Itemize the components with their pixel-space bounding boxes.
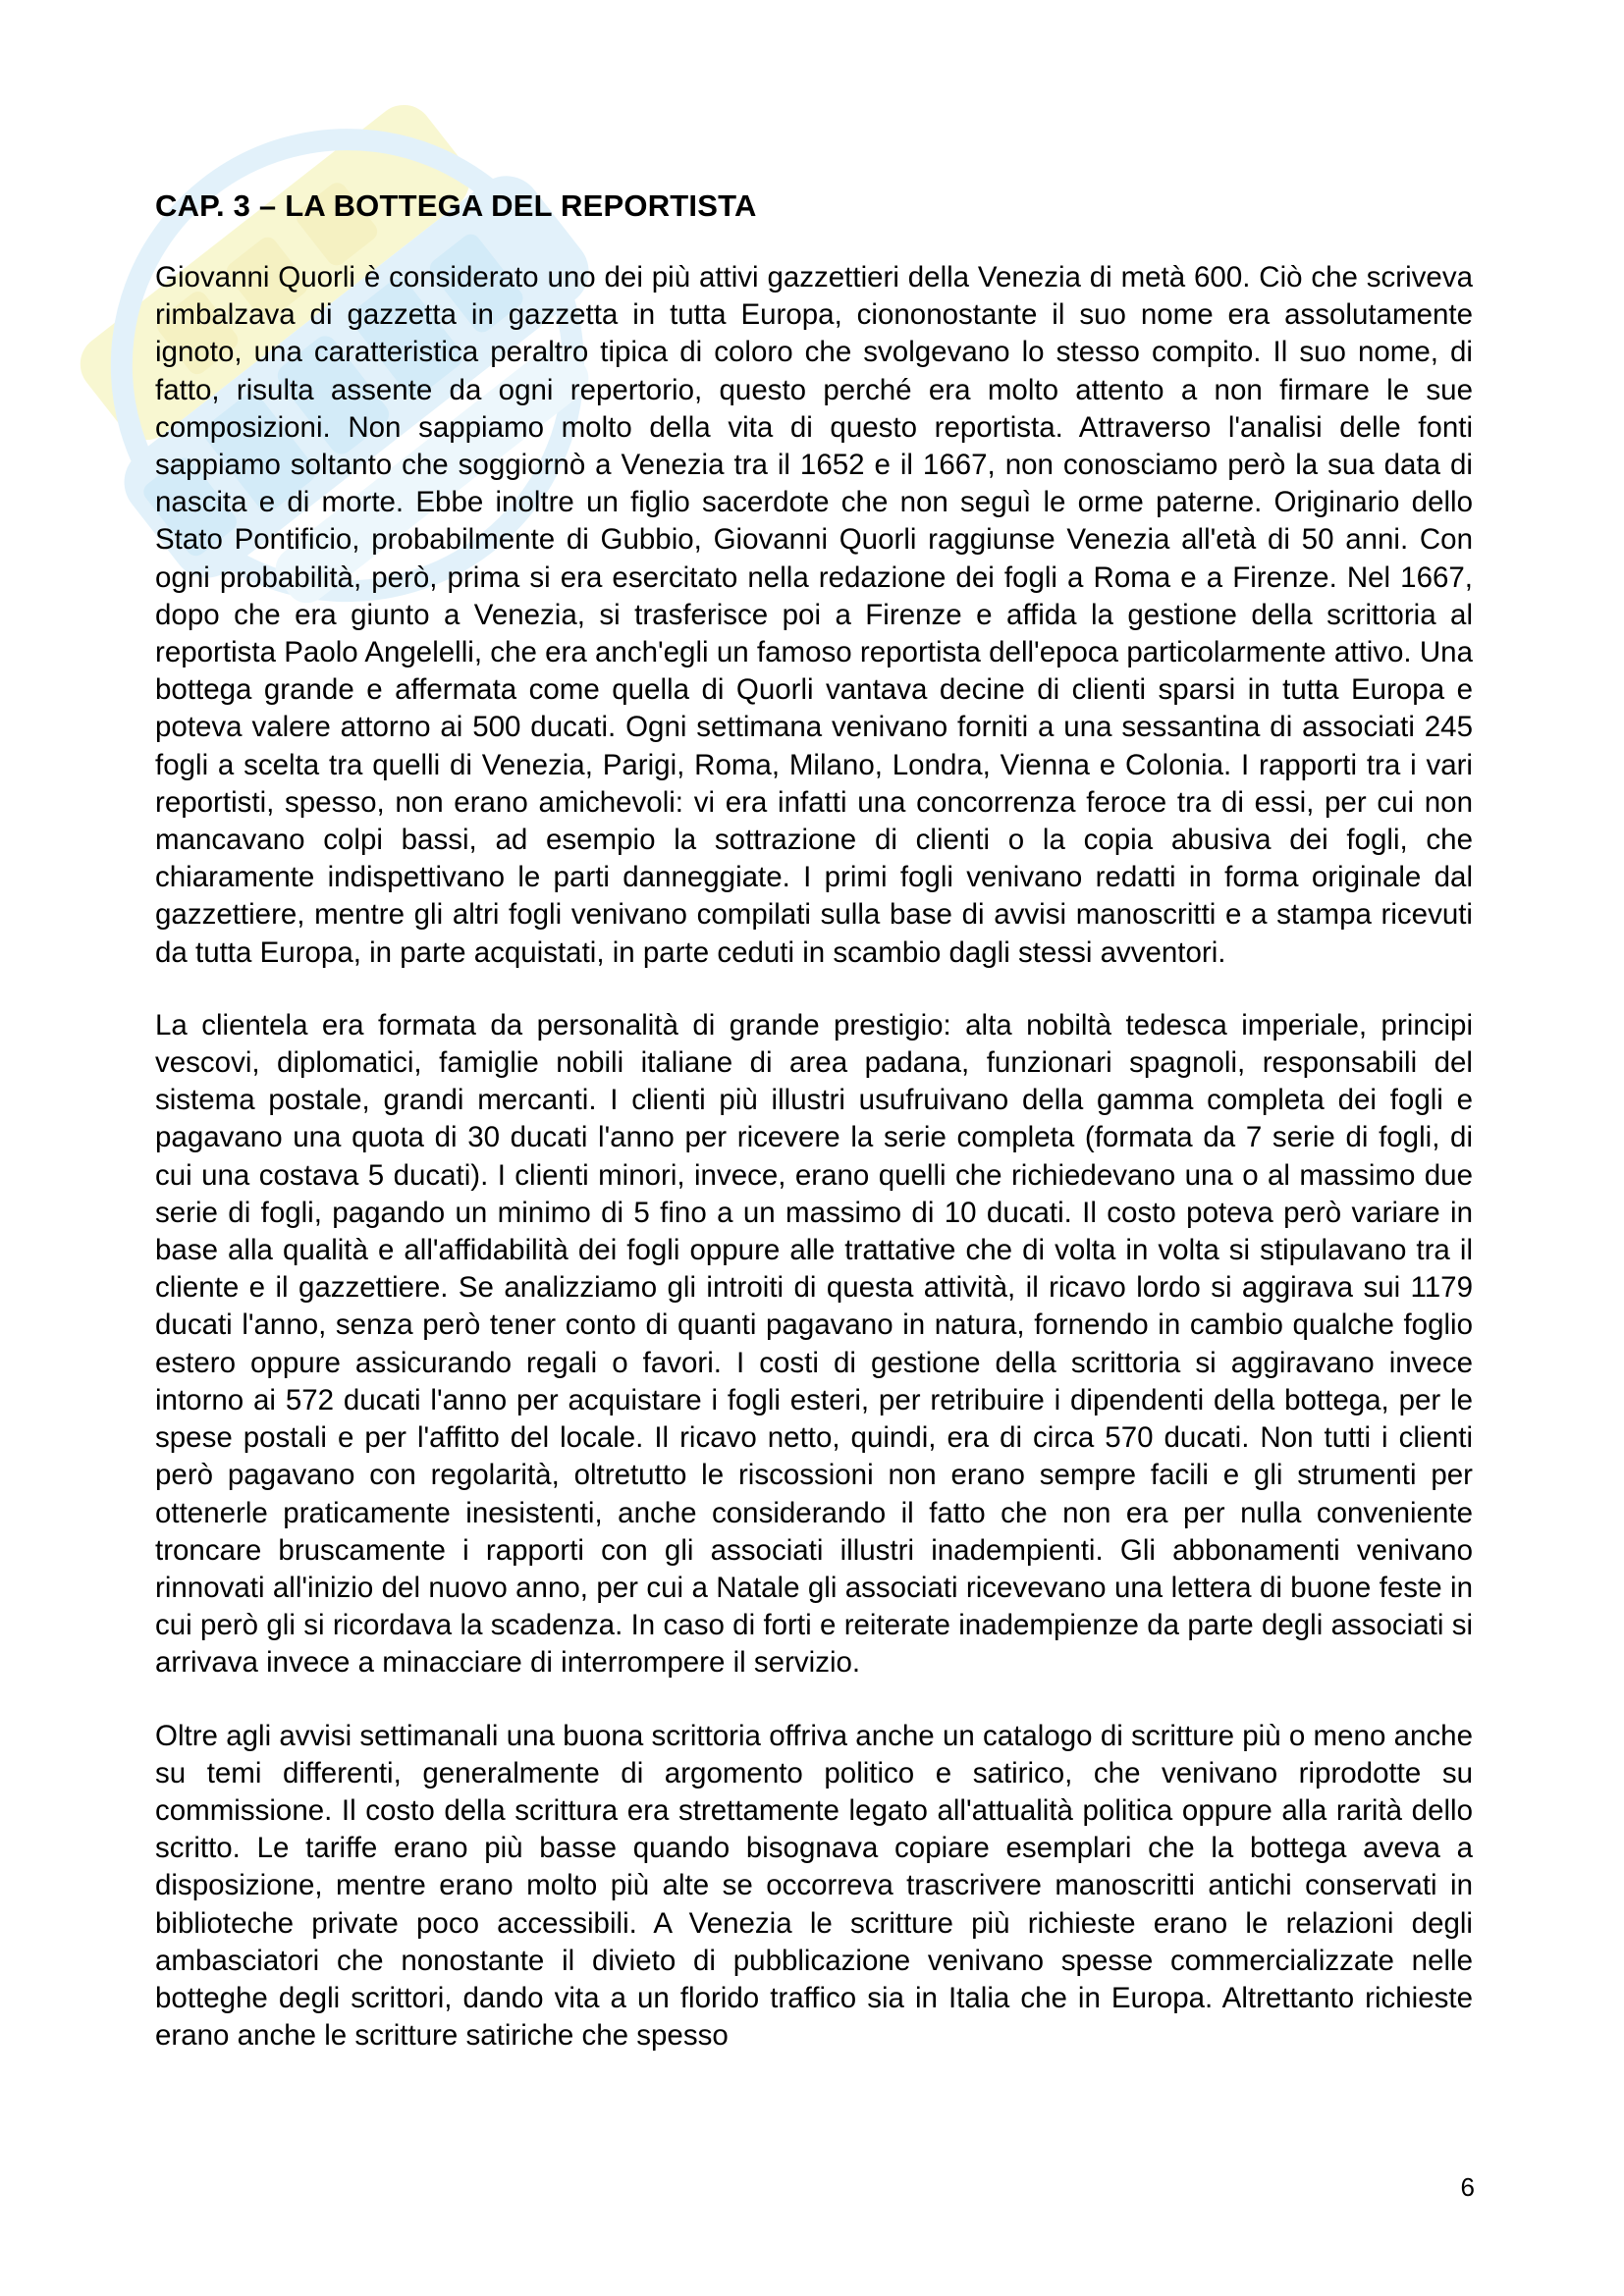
paragraph-2: La clientela era formata da personalità di grande prestigio: alta nobiltà tedesca imperiale, principi vescovi, diplomatici, famiglie nobili italiane di area padana, funzionari spagnoli, responsabili del sistema postale, grandi mercanti. I clienti più illustri usufruivano della gamma completa dei fogli e pagavano una quota di 30 ducati l'anno per ricevere la serie completa (formata da 7 serie di fogli, di cui una costava 5 ducati). I clienti minori, invece, erano quelli che richiedevano una o al massimo due serie di fogli, pagando un minimo di 5 fino a un massimo di 10 ducati. Il costo poteva però variare in base alla qualità e all'affidabilità dei fogli oppure alle trattative che di volta in volta si stipulavano tra il cliente e il gazzettiere. Se analizziamo gli introiti di questa attività, il ricavo lordo si aggirava sui 1179 ducati l'anno, senza però tener conto di quanti pagavano in natura, fornendo in cambio qualche foglio estero oppure assicurando regali o favori. I costi di gestione della scrittoria si aggiravano invece intorno ai 572 ducati l'anno per acquistare i fogli esteri, per retribuire i dipendenti della bottega, per le spese postali e per l'affitto del locale. Il ricavo netto, quindi, era di circa 570 ducati. Non tutti i clienti però pagavano con regolarità, oltretutto le riscossioni non erano sempre facili e gli strumenti per ottenerle praticamente inesistenti, anche considerando il fatto che non era per nulla conveniente troncare bruscamente i rapporti con gli associati illustri inadempienti. Gli abbonamenti venivano rinnovati all'inizio del nuovo anno, per cui a Natale gli associati ricevevano una lettera di buone feste in cui però gli si ricordava la scadenza. In caso di forti e reiterate inadempienze da parte degli associati si arrivava invece a minacciare di interrompere il servizio. — [155, 1008, 1473, 1680]
document-body — [155, 187, 1473, 2090]
chapter-title: CAP. 3 – LA BOTTEGA DEL REPORTISTA — [155, 188, 757, 223]
paragraph-3: Oltre agli avvisi settimanali una buona scrittoria offriva anche un catalogo di scritture più o meno anche su temi differenti, generalmente di argomento politico e satirico, che venivano riprodotte su commissione. Il costo della scrittura era strettamente legato all'attualità politica oppure alla rarità dello scritto. Le tariffe erano più basse quando bisognava copiare esemplari che la bottega aveva a disposizione, mentre erano molto più alte se occorreva trascrivere manoscritti antichi conservati in biblioteche private poco accessibili. A Venezia le scritture più richieste erano le relazioni degli ambasciatori che nonostante il divieto di pubblicazione venivano spesse commercializzate nelle botteghe degli scrittori, dando vita a un florido traffico sia in Italia che in Europa. Altrettanto richieste erano anche le scritture satiriche che spesso — [155, 1719, 1473, 2053]
page-number: 6 — [1460, 2172, 1475, 2202]
paragraph-1: Giovanni Quorli è considerato uno dei più attivi gazzettieri della Venezia di metà 600. Ciò che scriveva rimbalzava di gazzetta in gazzetta in tutta Europa, ciononostante il suo nome era assolutamente ignoto, una caratteristica peraltro tipica di coloro che svolgevano lo stesso compito. Il suo nome, di fatto, risulta assente da ogni repertorio, questo perché era molto attento a non firmare le sue composizioni. Non sappiamo molto della vita di questo reportista. Attraverso l'analisi delle fonti sappiamo soltanto che soggiornò a Venezia tra il 1652 e il 1667, non conosciamo però la sua data di nascita e di morte. Ebbe inoltre un figlio sacerdote che non seguì le orme paterne. Originario dello Stato Pontificio, probabilmente di Gubbio, Giovanni Quorli raggiunse Venezia all'età di 50 anni. Con ogni probabilità, però, prima si era esercitato nella redazione dei fogli a Roma e a Firenze. Nel 1667, dopo che era giunto a Venezia, si trasferisce poi a Firenze e affida la gestione della scrittoria al reportista Paolo Angelelli, che era anch'egli un famoso reportista dell'epoca particolarmente attivo. Una bottega grande e affermata come quella di Quorli vantava decine di clienti sparsi in tutta Europa e poteva valere attorno ai 500 ducati. Ogni settimana venivano forniti a una sessantina di associati 245 fogli a scelta tra quelli di Venezia, Parigi, Roma, Milano, Londra, Vienna e Colonia. I rapporti tra i vari reportisti, spesso, non erano amichevoli: vi era infatti una concorrenza feroce tra di essi, per cui non mancavano colpi bassi, ad esempio la sottrazione di clienti o la copia abusiva dei fogli, che chiaramente indispettivano le parti danneggiate. I primi fogli venivano redatti in forma originale dal gazzettiere, mentre gli altri fogli venivano compilati sulla base di avvisi manoscritti e a stampa ricevuti da tutta Europa, in parte acquistati, in parte ceduti in scambio dagli stessi avventori. — [155, 261, 1473, 969]
